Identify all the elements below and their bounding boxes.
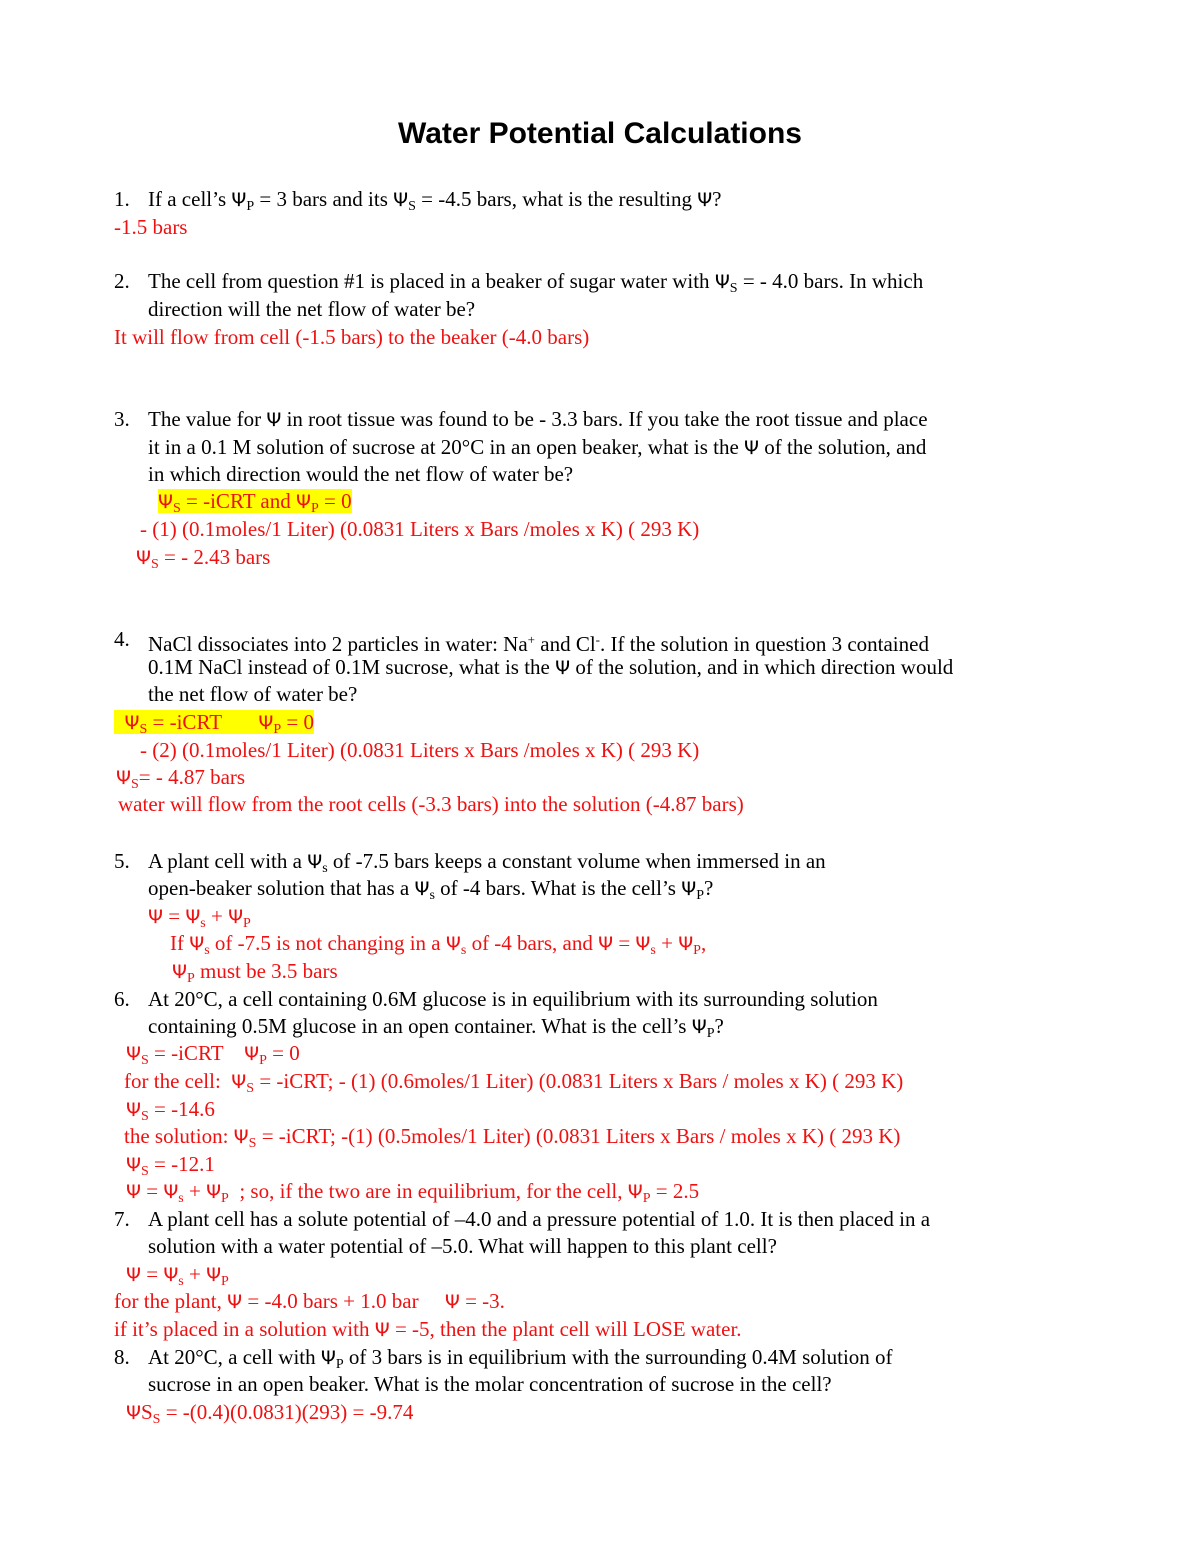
question-text: At 20°C, a cell containing 0.6M glucose is in equilibrium with its surrounding solution [148, 987, 878, 1011]
answer-text: $\Psi = \Psi_s + \Psi_P$ ; so, if the two are in equilibrium, for the cell, $\Psi_P = 2.5$ [126, 1179, 700, 1206]
question-number: 5. [114, 849, 130, 873]
answer-text: $\Psi_S$ = - 2.43 bars [136, 545, 271, 572]
question-text: If a cell’s $\Psi_P = 3$ bars and its $\Psi_S = -4.5$ bars, what is the resulting Ψ? [148, 187, 722, 214]
question-text: sucrose in an open beaker. What is the molar concentration of sucrose in the cell? [148, 1372, 832, 1396]
result-text: $\Psi_S= - 4.87$ bars [116, 765, 246, 792]
answer-text: $\Psi S_S = -(0.4)(0.0831)(293) = -9.74$ [126, 1400, 414, 1427]
question-number: 8. [114, 1345, 130, 1369]
question-text: open-beaker solution that has a $\Psi_s$ of -4 bars. What is the cell’s $\Psi_P$? [148, 876, 714, 903]
result-text: $\Psi_S = -14.6$ [126, 1097, 215, 1124]
question-text: At 20°C, a cell with $\Psi_P$ of 3 bars is in equilibrium with the surrounding 0.4M solution of [148, 1345, 893, 1372]
calculation-text: - (2) (0.1moles/1 Liter) (0.0831 Liters x Bars /moles x K) ( 293 K) [140, 738, 700, 762]
explanation-text: If $\Psi_s$ of -7.5 is not changing in a $\Psi_s$ of -4 bars, and $\Psi = \Psi_s + \Psi_P$, [170, 931, 707, 958]
calculation-text: for the cell: $\Psi_S$ = -iCRT; - (1) (0.6moles/1 Liter) (0.0831 Liters x Bars / moles x K) ( 293 K) [124, 1069, 904, 1096]
question-number: 3. [114, 407, 130, 431]
result-text: $\Psi_S = -12.1$ [126, 1152, 215, 1179]
calculation-text: for the plant, Ψ = -4.0 bars + 1.0 bar Ψ = -3. [114, 1289, 505, 1313]
question-text: The cell from question #1 is placed in a beaker of sugar water with $\Psi_S$ = - 4.0 bars. In which [148, 269, 924, 296]
question-number: 6. [114, 987, 130, 1011]
question-number: 7. [114, 1207, 130, 1231]
answer-text: water will flow from the root cells (-3.3 bars) into the solution (-4.87 bars) [118, 792, 744, 816]
equation-text: $\Psi = \Psi_s + \Psi_P$ [148, 904, 251, 931]
question-text: 0.1M NaCl instead of 0.1M sucrose, what is the Ψ of the solution, and in which direction would [148, 655, 954, 679]
answer-text: It will flow from cell (-1.5 bars) to the beaker (-4.0 bars) [114, 325, 590, 349]
equation-text: $\Psi = \Psi_s + \Psi_P$ [126, 1262, 229, 1289]
question-text: containing 0.5M glucose in an open container. What is the cell’s $\Psi_P$? [148, 1014, 724, 1041]
question-text: A plant cell has a solute potential of –4.0 and a pressure potential of 1.0. It is then placed in a [148, 1207, 931, 1231]
question-text: solution with a water potential of –5.0. What will happen to this plant cell? [148, 1234, 777, 1258]
question-text: NaCl dissociates into 2 particles in water: Na+ and Cl-. If the solution in question 3 contained [148, 632, 929, 656]
formula-highlight: $\Psi_S$ = -iCRT $\Psi_P = 0$ [114, 709, 314, 743]
answer-text: -1.5 bars [114, 215, 188, 239]
question-text: The value for Ψ in root tissue was found to be - 3.3 bars. If you take the root tissue and place [148, 407, 928, 431]
calculation-text: the solution: $\Psi_S$ = -iCRT; -(1) (0.5moles/1 Liter) (0.0831 Liters x Bars / moles x K) ( 293 K) [124, 1124, 901, 1151]
formula-text: $\Psi_S$ = -iCRT $\Psi_P = 0$ [126, 1041, 300, 1068]
answer-text: if it’s placed in a solution with Ψ = -5, then the plant cell will LOSE water. [114, 1317, 742, 1341]
question-number: 1. [114, 187, 130, 211]
calculation-text: - (1) (0.1moles/1 Liter) (0.0831 Liters x Bars /moles x K) ( 293 K) [140, 517, 700, 541]
question-text: direction will the net flow of water be? [148, 297, 476, 321]
question-text: the net flow of water be? [148, 682, 358, 706]
page-title: Water Potential Calculations [398, 117, 802, 150]
formula-highlight: $\Psi_S$ = -iCRT and $\Psi_P = 0$ [158, 489, 352, 516]
question-text: A plant cell with a $\Psi_s$ of -7.5 bars keeps a constant volume when immersed in an [148, 849, 826, 876]
question-number: 2. [114, 269, 130, 293]
question-text: in which direction would the net flow of water be? [148, 462, 574, 486]
question-text: it in a 0.1 M solution of sucrose at 20°C in an open beaker, what is the Ψ of the solution, and [148, 435, 927, 459]
question-number: 4. [114, 627, 130, 651]
answer-text: $\Psi_P$ must be 3.5 bars [172, 959, 338, 986]
